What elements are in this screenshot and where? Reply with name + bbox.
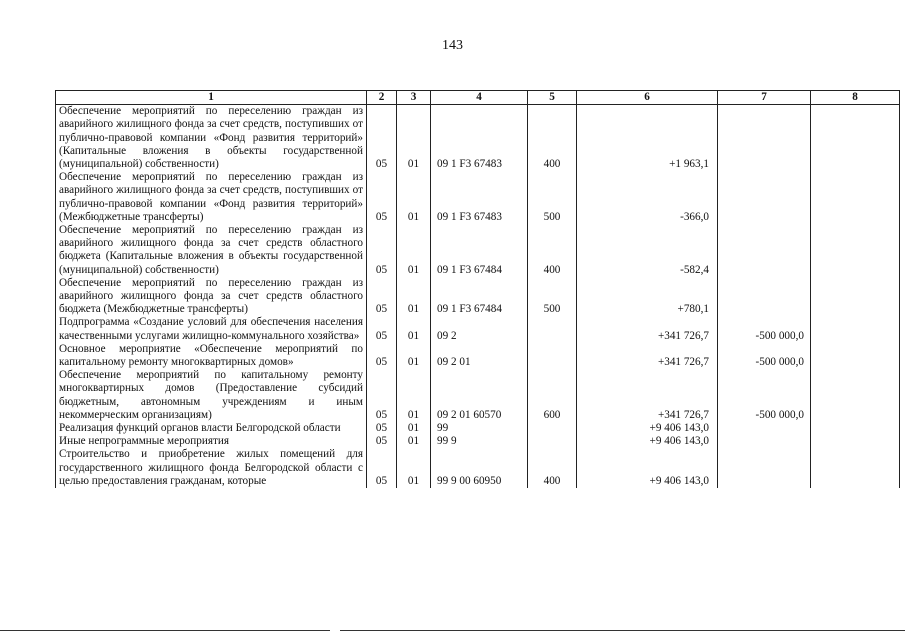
target-article-code: 09 1 F3 67483: [431, 171, 528, 224]
amount-col8: [811, 369, 900, 422]
row-description: Обеспечение мероприятий по переселению граждан из аварийного жилищного фонда за счет средств, поступивших от публично-правовой компании «Фонд развития территорий» (Межбюджетные трансферты): [56, 171, 367, 224]
amount-col7: [718, 171, 811, 224]
section-code: 05: [367, 435, 397, 448]
amount-col7: -500 000,0: [718, 316, 811, 342]
section-code: 05: [367, 343, 397, 369]
amount-col8: [811, 224, 900, 277]
subsection-code: 01: [397, 277, 431, 317]
expense-type-code: 500: [528, 277, 577, 317]
table-row: [56, 316, 900, 342]
amount-col8: [811, 171, 900, 224]
section-code: 05: [367, 448, 397, 488]
budget-table: [55, 90, 900, 488]
target-article-code: 09 1 F3 67484: [431, 224, 528, 277]
target-article-code: 09 1 F3 67483: [431, 105, 528, 172]
expense-type-code: [528, 316, 577, 342]
expense-type-code: 400: [528, 105, 577, 172]
section-code: 05: [367, 316, 397, 342]
page-bottom-rule: [0, 630, 330, 631]
amount-col7: [718, 435, 811, 448]
subsection-code: 01: [397, 105, 431, 172]
amount-col7: [718, 277, 811, 317]
row-description: Строительство и приобретение жилых помещений для государственного жилищного фонда Белгородской области с целью предоставления гражданам, которые: [56, 448, 367, 488]
amount-col6: +9 406 143,0: [577, 422, 718, 435]
table-row: [56, 343, 900, 369]
column-header: 5: [528, 91, 577, 105]
table-row: [56, 369, 900, 422]
page-bottom-rule: [340, 630, 905, 631]
amount-col6: +780,1: [577, 277, 718, 317]
column-header: 3: [397, 91, 431, 105]
amount-col6: -582,4: [577, 224, 718, 277]
table-header-row: [56, 91, 900, 105]
amount-col6: +341 726,7: [577, 316, 718, 342]
section-code: 05: [367, 105, 397, 172]
amount-col8: [811, 435, 900, 448]
target-article-code: 09 2 01 60570: [431, 369, 528, 422]
amount-col8: [811, 277, 900, 317]
column-header: 2: [367, 91, 397, 105]
subsection-code: 01: [397, 369, 431, 422]
target-article-code: 09 2 01: [431, 343, 528, 369]
target-article-code: 09 2: [431, 316, 528, 342]
subsection-code: 01: [397, 224, 431, 277]
subsection-code: 01: [397, 448, 431, 488]
subsection-code: 01: [397, 171, 431, 224]
subsection-code: 01: [397, 343, 431, 369]
row-description: Обеспечение мероприятий по капитальному ремонту многоквартирных домов (Предоставление субсидий бюджетным, автономным учреждениям и иным некоммерческим организациям): [56, 369, 367, 422]
amount-col6: +9 406 143,0: [577, 435, 718, 448]
table-row: [56, 422, 900, 435]
row-description: Основное мероприятие «Обеспечение мероприятий по капитальному ремонту многоквартирных домов»: [56, 343, 367, 369]
row-description: Обеспечение мероприятий по переселению граждан из аварийного жилищного фонда за счет средств, поступивших от публично-правовой компании «Фонд развития территорий» (Капитальные вложения в объекты государственной (муниципальной) собственности): [56, 105, 367, 172]
row-description: Обеспечение мероприятий по переселению граждан из аварийного жилищного фонда за счет средств областного бюджета (Межбюджетные трансферты): [56, 277, 367, 317]
expense-type-code: 400: [528, 224, 577, 277]
table-row: [56, 435, 900, 448]
amount-col8: [811, 316, 900, 342]
amount-col6: +341 726,7: [577, 343, 718, 369]
table-row: [56, 448, 900, 488]
target-article-code: 99 9: [431, 435, 528, 448]
amount-col8: [811, 422, 900, 435]
column-header: 4: [431, 91, 528, 105]
column-header: 1: [56, 91, 367, 105]
page-number: 143: [442, 38, 463, 53]
expense-type-code: [528, 435, 577, 448]
amount-col6: +9 406 143,0: [577, 448, 718, 488]
amount-col7: -500 000,0: [718, 343, 811, 369]
column-header: 8: [811, 91, 900, 105]
row-description: Реализация функций органов власти Белгородской области: [56, 422, 367, 435]
table-row: [56, 171, 900, 224]
subsection-code: 01: [397, 316, 431, 342]
amount-col7: [718, 224, 811, 277]
table-row: [56, 105, 900, 172]
amount-col7: -500 000,0: [718, 369, 811, 422]
expense-type-code: [528, 343, 577, 369]
target-article-code: 09 1 F3 67484: [431, 277, 528, 317]
amount-col8: [811, 448, 900, 488]
expense-type-code: [528, 422, 577, 435]
amount-col6: +341 726,7: [577, 369, 718, 422]
subsection-code: 01: [397, 435, 431, 448]
target-article-code: 99: [431, 422, 528, 435]
amount-col6: -366,0: [577, 171, 718, 224]
table-row: [56, 224, 900, 277]
column-header: 6: [577, 91, 718, 105]
subsection-code: 01: [397, 422, 431, 435]
row-description: Подпрограмма «Создание условий для обеспечения населения качественными услугами жилищно-коммунального хозяйства»: [56, 316, 367, 342]
expense-type-code: 400: [528, 448, 577, 488]
expense-type-code: 600: [528, 369, 577, 422]
section-code: 05: [367, 277, 397, 317]
target-article-code: 99 9 00 60950: [431, 448, 528, 488]
section-code: 05: [367, 422, 397, 435]
section-code: 05: [367, 224, 397, 277]
section-code: 05: [367, 171, 397, 224]
table-row: [56, 277, 900, 317]
section-code: 05: [367, 369, 397, 422]
row-description: Иные непрограммные мероприятия: [56, 435, 367, 448]
amount-col8: [811, 343, 900, 369]
amount-col6: +1 963,1: [577, 105, 718, 172]
row-description: Обеспечение мероприятий по переселению граждан из аварийного жилищного фонда за счет средств областного бюджета (Капитальные вложения в объекты государственной (муниципальной) собственности): [56, 224, 367, 277]
amount-col8: [811, 105, 900, 172]
expense-type-code: 500: [528, 171, 577, 224]
column-header: 7: [718, 91, 811, 105]
amount-col7: [718, 105, 811, 172]
amount-col7: [718, 422, 811, 435]
amount-col7: [718, 448, 811, 488]
